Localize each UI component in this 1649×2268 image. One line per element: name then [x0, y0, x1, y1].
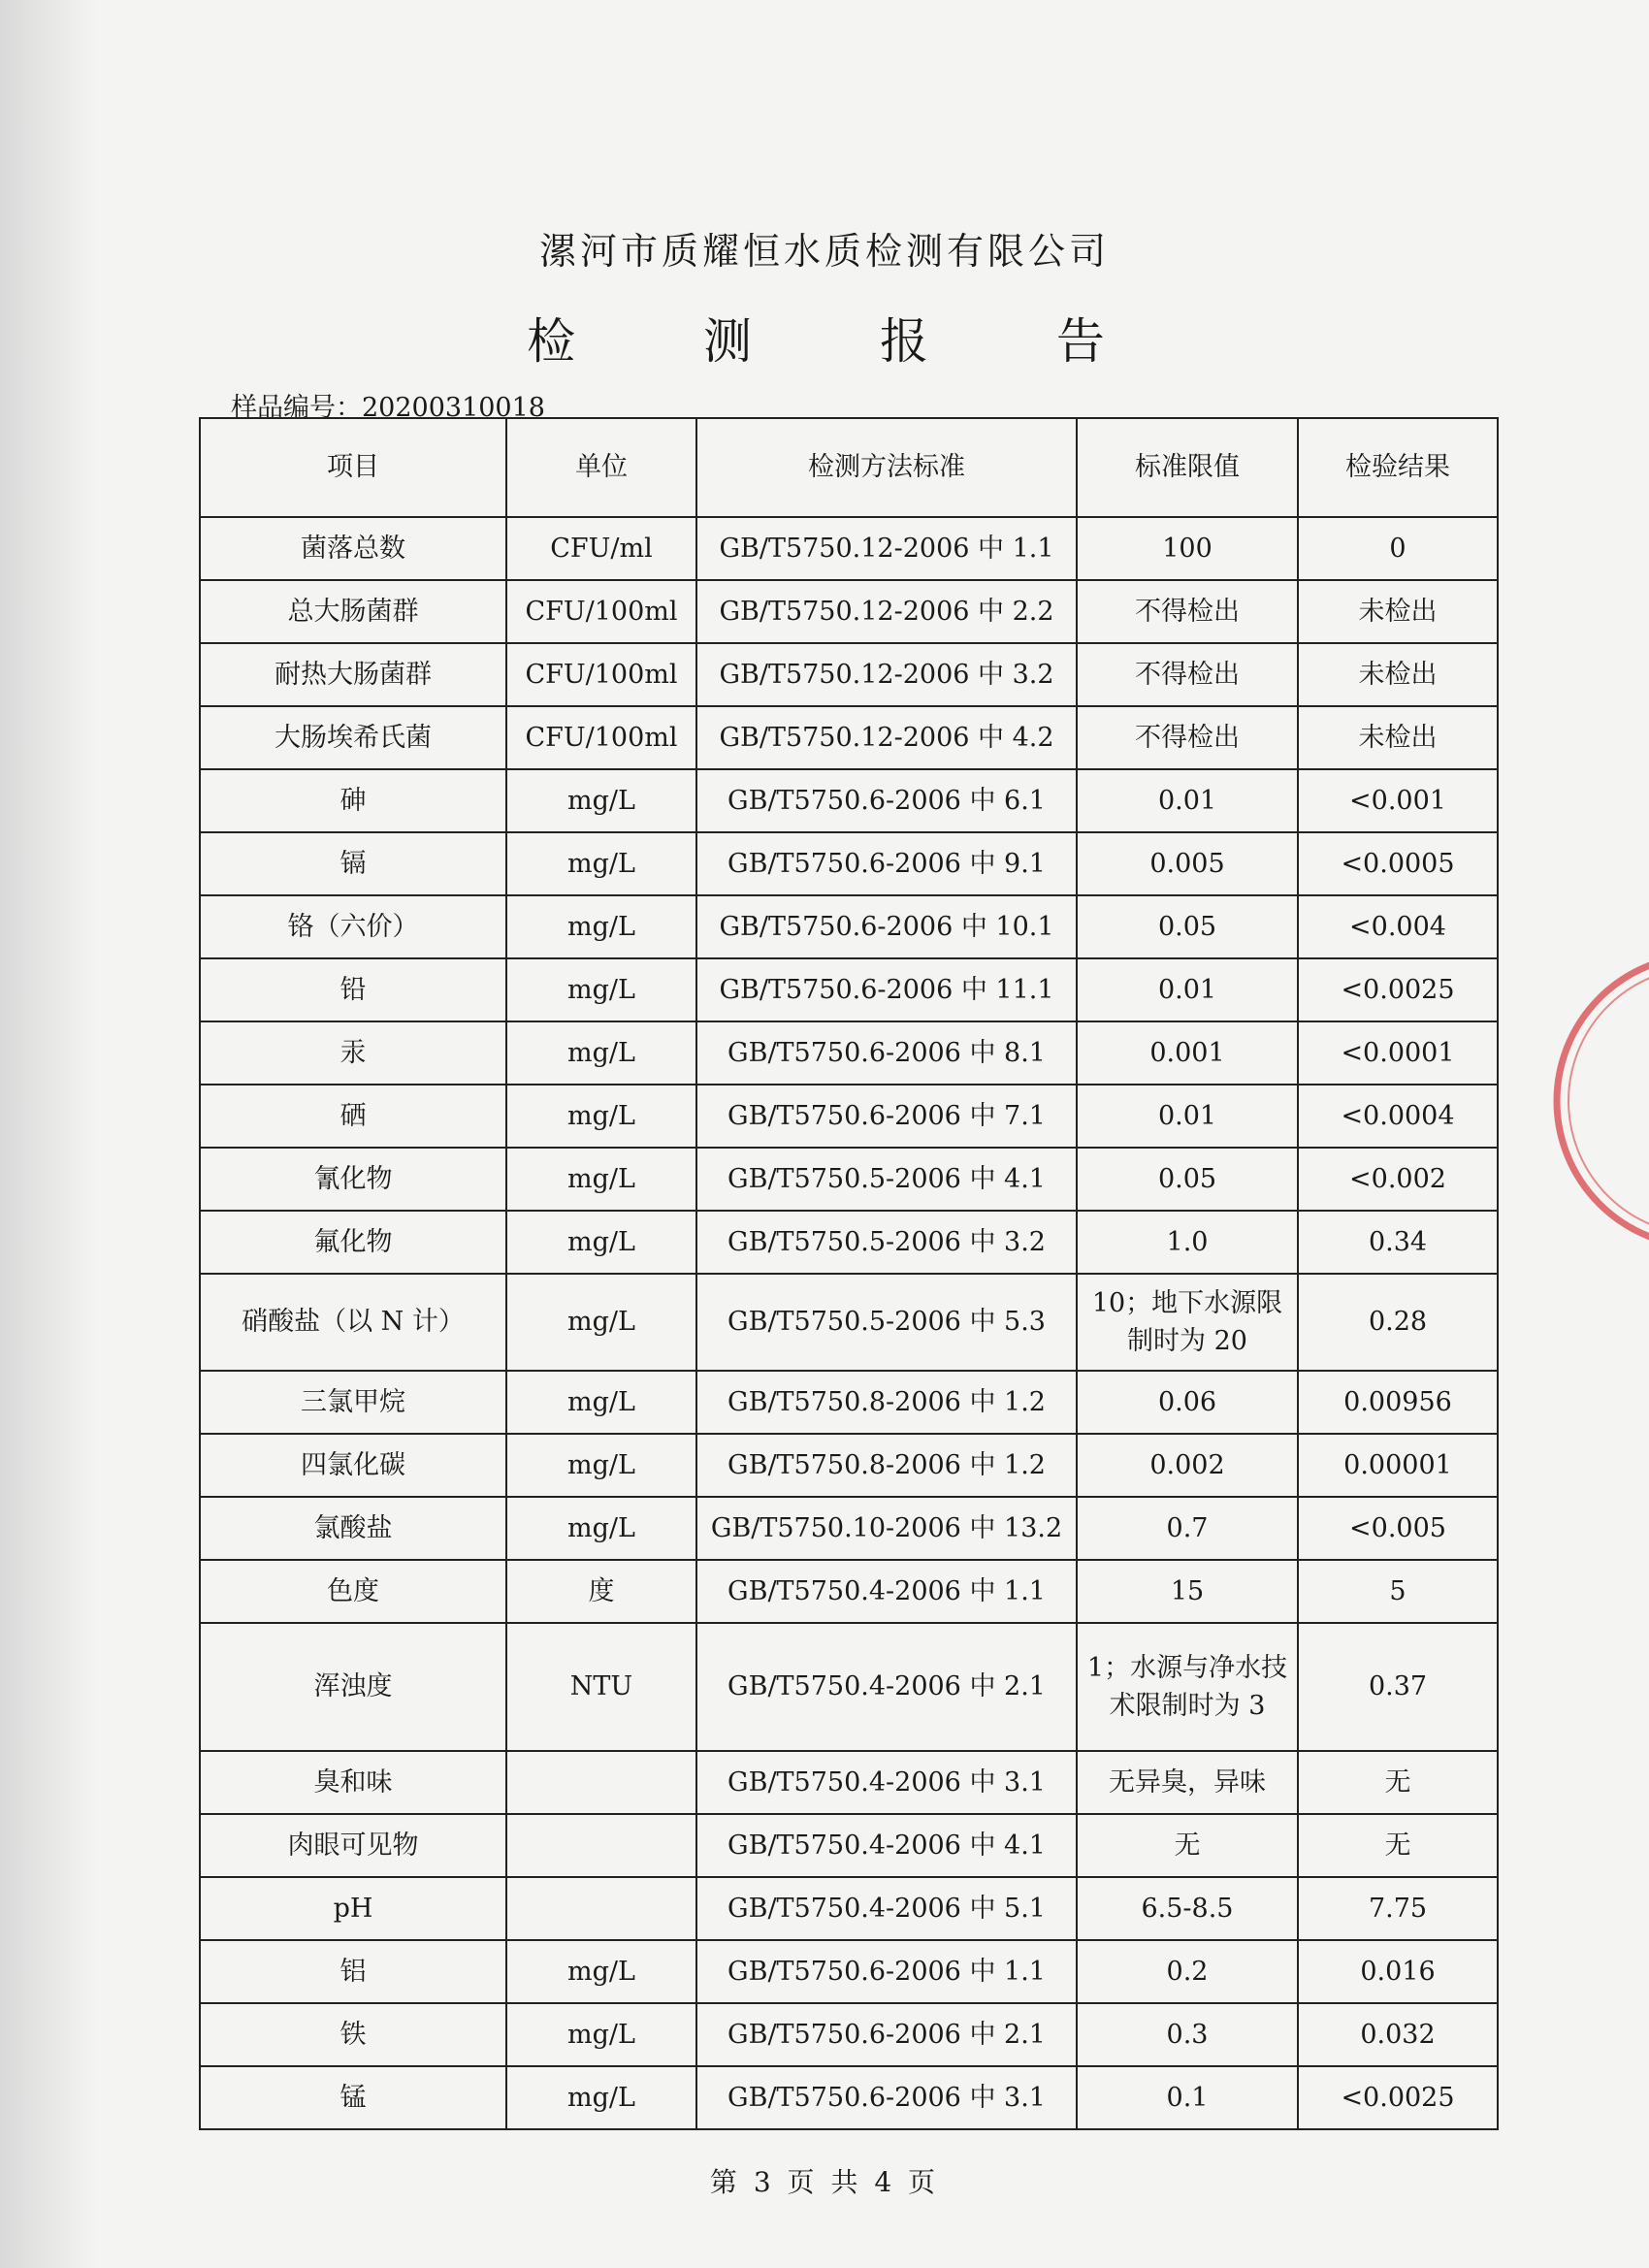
limit-cell: 0.005 — [1077, 832, 1298, 895]
limit-cell: 0.7 — [1077, 1497, 1298, 1560]
method-cell: GB/T5750.4-2006 中 1.1 — [696, 1560, 1077, 1623]
report-title: 检 测 报 告 — [527, 313, 1161, 370]
item-cell: 色度 — [200, 1560, 506, 1623]
item-cell: 三氯甲烷 — [200, 1371, 506, 1434]
item-cell: 氟化物 — [200, 1211, 506, 1274]
limit-cell: 0.002 — [1077, 1434, 1298, 1497]
method-cell: GB/T5750.4-2006 中 4.1 — [696, 1814, 1077, 1877]
method-cell: GB/T5750.12-2006 中 3.2 — [696, 643, 1077, 706]
method-cell: GB/T5750.10-2006 中 13.2 — [696, 1497, 1077, 1560]
result-cell: <0.001 — [1298, 769, 1498, 832]
result-cell: 0.016 — [1298, 1940, 1498, 2003]
limit-cell: 不得检出 — [1077, 643, 1298, 706]
limit-cell: 15 — [1077, 1560, 1298, 1623]
item-cell: 氰化物 — [200, 1148, 506, 1211]
item-cell: 汞 — [200, 1021, 506, 1085]
unit-cell: mg/L — [506, 1085, 696, 1148]
result-cell: 7.75 — [1298, 1877, 1498, 1940]
limit-cell: 0.001 — [1077, 1021, 1298, 1085]
method-cell: GB/T5750.6-2006 中 7.1 — [696, 1085, 1077, 1148]
limit-cell: 无异臭，异味 — [1077, 1751, 1298, 1814]
table-row — [200, 1940, 1498, 2003]
table-row — [200, 1877, 1498, 1940]
limit-cell: 0.1 — [1077, 2066, 1298, 2129]
item-cell: 镉 — [200, 832, 506, 895]
item-cell: 硝酸盐（以 N 计） — [200, 1274, 506, 1371]
item-cell: 铬（六价） — [200, 895, 506, 958]
unit-cell: mg/L — [506, 1940, 696, 2003]
limit-cell: 0.01 — [1077, 1085, 1298, 1148]
table-row — [200, 580, 1498, 643]
limit-cell: 无 — [1077, 1814, 1298, 1877]
limit-cell: 0.01 — [1077, 958, 1298, 1021]
limit-cell: 0.05 — [1077, 895, 1298, 958]
unit-cell: mg/L — [506, 1211, 696, 1274]
test-results-table — [199, 417, 1499, 2130]
table-header-row — [200, 418, 1498, 517]
limit-cell: 100 — [1077, 517, 1298, 580]
unit-cell: mg/L — [506, 1274, 696, 1371]
method-cell: GB/T5750.6-2006 中 9.1 — [696, 832, 1077, 895]
result-cell: <0.0025 — [1298, 958, 1498, 1021]
method-cell: GB/T5750.6-2006 中 2.1 — [696, 2003, 1077, 2066]
table-row — [200, 832, 1498, 895]
method-cell: GB/T5750.6-2006 中 8.1 — [696, 1021, 1077, 1085]
header-limit: 标准限值 — [1077, 418, 1298, 517]
limit-cell: 不得检出 — [1077, 580, 1298, 643]
result-cell: 0.34 — [1298, 1211, 1498, 1274]
company-seal-stamp — [1533, 956, 1649, 1247]
method-cell: GB/T5750.6-2006 中 11.1 — [696, 958, 1077, 1021]
limit-cell: 0.05 — [1077, 1148, 1298, 1211]
item-cell: 浑浊度 — [200, 1623, 506, 1751]
result-cell: 未检出 — [1298, 580, 1498, 643]
table-row — [200, 769, 1498, 832]
page-footer: 第 3 页 共 4 页 — [709, 2166, 940, 2198]
result-cell: 0.00956 — [1298, 1371, 1498, 1434]
sample-number: 样品编号：20200310018 — [231, 393, 545, 423]
limit-cell: 6.5-8.5 — [1077, 1877, 1298, 1940]
unit-cell: CFU/ml — [506, 517, 696, 580]
item-cell: 耐热大肠菌群 — [200, 643, 506, 706]
header-method: 检测方法标准 — [696, 418, 1077, 517]
limit-cell: 0.3 — [1077, 2003, 1298, 2066]
unit-cell: CFU/100ml — [506, 580, 696, 643]
header-item: 项目 — [200, 418, 506, 517]
unit-cell: 度 — [506, 1560, 696, 1623]
result-cell: 无 — [1298, 1751, 1498, 1814]
limit-cell: 1.0 — [1077, 1211, 1298, 1274]
table-row — [200, 1085, 1498, 1148]
unit-cell — [506, 1751, 696, 1814]
method-cell: GB/T5750.12-2006 中 1.1 — [696, 517, 1077, 580]
item-cell: 铅 — [200, 958, 506, 1021]
unit-cell: mg/L — [506, 958, 696, 1021]
table-body — [200, 517, 1498, 2129]
item-cell: pH — [200, 1877, 506, 1940]
table-row — [200, 706, 1498, 769]
unit-cell: mg/L — [506, 1497, 696, 1560]
item-cell: 四氯化碳 — [200, 1434, 506, 1497]
table-row — [200, 1211, 1498, 1274]
unit-cell: CFU/100ml — [506, 706, 696, 769]
unit-cell — [506, 1814, 696, 1877]
method-cell: GB/T5750.12-2006 中 4.2 — [696, 706, 1077, 769]
result-cell: <0.004 — [1298, 895, 1498, 958]
unit-cell — [506, 1877, 696, 1940]
method-cell: GB/T5750.8-2006 中 1.2 — [696, 1434, 1077, 1497]
item-cell: 大肠埃希氏菌 — [200, 706, 506, 769]
method-cell: GB/T5750.6-2006 中 3.1 — [696, 2066, 1077, 2129]
unit-cell: mg/L — [506, 832, 696, 895]
result-cell: 5 — [1298, 1560, 1498, 1623]
table-row — [200, 1274, 1498, 1371]
header-result: 检验结果 — [1298, 418, 1498, 517]
method-cell: GB/T5750.5-2006 中 4.1 — [696, 1148, 1077, 1211]
result-cell: 0.37 — [1298, 1623, 1498, 1751]
method-cell: GB/T5750.5-2006 中 5.3 — [696, 1274, 1077, 1371]
item-cell: 硒 — [200, 1085, 506, 1148]
method-cell: GB/T5750.4-2006 中 3.1 — [696, 1751, 1077, 1814]
table-row — [200, 958, 1498, 1021]
table-row — [200, 1814, 1498, 1877]
unit-cell: mg/L — [506, 895, 696, 958]
item-cell: 臭和味 — [200, 1751, 506, 1814]
unit-cell: NTU — [506, 1623, 696, 1751]
table-row — [200, 1623, 1498, 1751]
result-cell: 未检出 — [1298, 643, 1498, 706]
result-cell: 0 — [1298, 517, 1498, 580]
unit-cell: mg/L — [506, 1021, 696, 1085]
result-cell: <0.0025 — [1298, 2066, 1498, 2129]
method-cell: GB/T5750.6-2006 中 10.1 — [696, 895, 1077, 958]
item-cell: 砷 — [200, 769, 506, 832]
method-cell: GB/T5750.12-2006 中 2.2 — [696, 580, 1077, 643]
result-cell: <0.0001 — [1298, 1021, 1498, 1085]
unit-cell: mg/L — [506, 2066, 696, 2129]
table-row — [200, 1148, 1498, 1211]
limit-cell: 0.2 — [1077, 1940, 1298, 2003]
result-cell: <0.002 — [1298, 1148, 1498, 1211]
method-cell: GB/T5750.5-2006 中 3.2 — [696, 1211, 1077, 1274]
item-cell: 锰 — [200, 2066, 506, 2129]
table-row — [200, 1371, 1498, 1434]
result-cell: 无 — [1298, 1814, 1498, 1877]
result-cell: <0.0005 — [1298, 832, 1498, 895]
result-cell: <0.005 — [1298, 1497, 1498, 1560]
table-row — [200, 1434, 1498, 1497]
table-row — [200, 1497, 1498, 1560]
limit-cell: 不得检出 — [1077, 706, 1298, 769]
method-cell: GB/T5750.4-2006 中 2.1 — [696, 1623, 1077, 1751]
table-row — [200, 517, 1498, 580]
item-cell: 铝 — [200, 1940, 506, 2003]
limit-cell: 0.06 — [1077, 1371, 1298, 1434]
unit-cell: mg/L — [506, 769, 696, 832]
table-row — [200, 1751, 1498, 1814]
result-cell: <0.0004 — [1298, 1085, 1498, 1148]
method-cell: GB/T5750.6-2006 中 1.1 — [696, 1940, 1077, 2003]
item-cell: 总大肠菌群 — [200, 580, 506, 643]
table-row — [200, 1021, 1498, 1085]
limit-cell: 1；水源与净水技术限制时为 3 — [1077, 1623, 1298, 1751]
unit-cell: mg/L — [506, 2003, 696, 2066]
table-row — [200, 2003, 1498, 2066]
table-row — [200, 895, 1498, 958]
unit-cell: mg/L — [506, 1148, 696, 1211]
result-cell: 0.00001 — [1298, 1434, 1498, 1497]
header-unit: 单位 — [506, 418, 696, 517]
unit-cell: mg/L — [506, 1371, 696, 1434]
limit-cell: 10；地下水源限制时为 20 — [1077, 1274, 1298, 1371]
unit-cell: mg/L — [506, 1434, 696, 1497]
limit-cell: 0.01 — [1077, 769, 1298, 832]
result-cell: 0.28 — [1298, 1274, 1498, 1371]
item-cell: 肉眼可见物 — [200, 1814, 506, 1877]
result-cell: 未检出 — [1298, 706, 1498, 769]
item-cell: 铁 — [200, 2003, 506, 2066]
item-cell: 菌落总数 — [200, 517, 506, 580]
unit-cell: CFU/100ml — [506, 643, 696, 706]
table-row — [200, 643, 1498, 706]
table-row — [200, 1560, 1498, 1623]
result-cell: 0.032 — [1298, 2003, 1498, 2066]
item-cell: 氯酸盐 — [200, 1497, 506, 1560]
company-name: 漯河市质耀恒水质检测有限公司 — [538, 230, 1110, 273]
method-cell: GB/T5750.6-2006 中 6.1 — [696, 769, 1077, 832]
table-row — [200, 2066, 1498, 2129]
method-cell: GB/T5750.4-2006 中 5.1 — [696, 1877, 1077, 1940]
method-cell: GB/T5750.8-2006 中 1.2 — [696, 1371, 1077, 1434]
